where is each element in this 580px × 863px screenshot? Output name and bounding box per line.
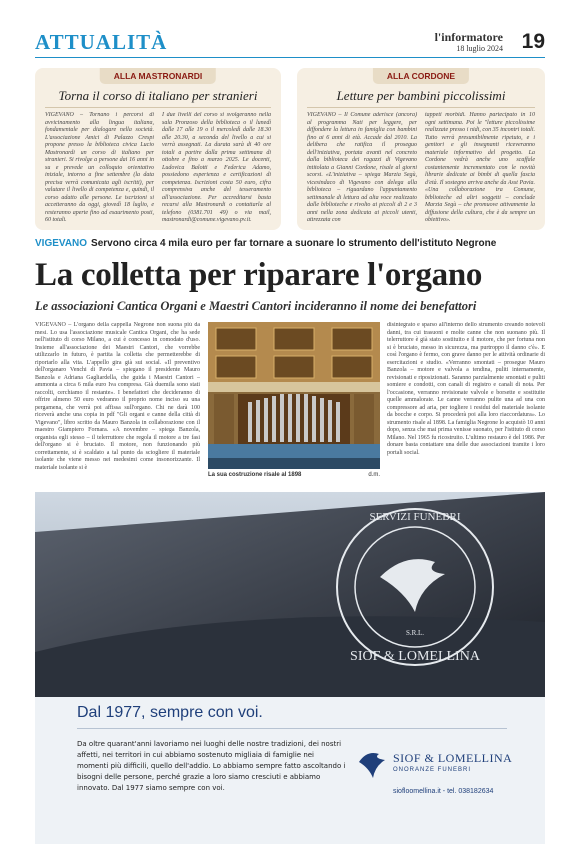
box-divider <box>45 107 271 108</box>
advertisement <box>35 492 545 844</box>
masthead <box>435 31 503 55</box>
ad-hearse-image <box>35 492 545 697</box>
emblem-text: SERVIZI FUNEBRI <box>369 511 461 523</box>
box-tag: ALLA CORDONE <box>373 68 469 84</box>
news-box-cordone <box>297 68 545 230</box>
kicker-place: VIGEVANO <box>35 238 88 249</box>
article-text-col1: VIGEVANO – L'organo della cappella Negrone non suona più da mesi. Lo usa l'associazione musicale Cantica Organi, che ha sede nell'istituto di corso Milano, a cui è concesso in comodato d'uso. Insieme all'associazione dei Maestri Cantori, che vorrebbe utilizzarlo in futuro, è partita la colletta che permetterebbe di riportarlo alla vita. L'appello gira già sui social. «Il preventivo dell'organaro Venchi di Pavia – spiegano il presidente Mauro Banzola e Adriana Gagliardella, che guida i Maestri Cantori – ammonta a circa 6 mila euro Iva compresa. Già duemila sono stati raccolti, cerchiamo il restante». I benefattori che decideranno di offrire almeno 50 euro vedranno il proprio nome inciso su una pergamena, che verrà poi affissa sull'organo. Chi ne darà 100 riceverà anche una copia in pdf "Gli organi e canne della città di Vigevano", libro scritto da Mauro Banzola in collaborazione con il maestro Giampiero Fornara. «A novembre – spiega Banzola, organista egli stesso – il telerruttore che regola il motore a tre fasi dell'organo si è bruciato. Il motore, non funzionando più correttamente, si è scaldato a tal punto da sciogliere il materiale isolante che viene messo nei medesimi come insonorizzante. Il materiale isolante si è <box>35 322 200 471</box>
organ-photo <box>208 322 380 469</box>
box-divider <box>307 107 535 108</box>
kicker-text: Servono circa 4 mila euro per far tornare a suonare lo strumento dell'istituto Negrone <box>91 238 497 249</box>
logo-subtitle: ONORANZE FUNEBRI <box>393 767 472 773</box>
ad-contact[interactable]: siofloomellina.it - tel. 038182634 <box>393 788 494 795</box>
photo-credit: d.m. <box>368 472 380 478</box>
ad-divider <box>77 728 507 729</box>
article-text-col2: disintegrato e sparso all'interno dello strumento creando notevoli danni, tra cui trasuoni e molte canne che non suonano più. Il telerruttore è già stato sostituito e il motore, che per fortuna non si è bruciato, messo in sicurezza, ma purtroppo il danno c'è». E così l'organo è fermo, con grave danno per le attività ordinarie di esercitazioni e studio. «Verranno smontati – prosegue Mauro Banzola – motore e valvola a tendina, puliti internamente, revisionati e riposizionati. Saranno parzialmente smontati e puliti somiere e condotti, con canali di registro e canali di nota. Per l'occasione, verranno revisionate valvole e borsette e sostituite quelle ammalorate. Le canne verranno pulite una ad una con compressore ad aria, per togliere i residui del materiale isolante da bocche e corpo. Si procederà poi alla loro riaccordatura». Lo strumento risale al 1898. La famiglia Negrone lo acquistò 10 anni dopo, senza che mai prima venisse suonato, per l'istituto di corso Milano. Nel 1965 fu ricostruito. L'ultimo restauro è del 1986. Per donare basta contattare una delle due associazioni tramite i loro portali social. <box>387 322 545 456</box>
page-number: 19 <box>521 30 545 53</box>
box-text-col1: VIGEVANO – Il Comune aderisce (ancora) al programma Nati per leggere, per diffondere la lettura in famiglia con bambini fino ai 6 anni di età. Accade dal 2010. La delibera che ratifica il proseguo dell'iniziativa, portata avanti nel concreto dalla biblioteca dei ragazzi di Vigevano intitolata a Gianni Cordone, risale al giorni scorsi. «L'iniziativa – spiega Marzia Segù, vicesindaco di Vigevano con delega alla biblioteca – riguardano l'appuntamento settimanale di lettura ad alta voce realizzato dalle biblioteche e rivolto ai piccoli di 2 e 3 anni nella zona dedicata ai piccoli utenti, attrezzata con <box>307 112 417 223</box>
emblem-srl: S.R.L. <box>405 629 425 637</box>
dove-icon <box>357 748 387 780</box>
issue-date: 18 luglio 2024 <box>456 44 503 53</box>
article-subheadline: Le associazioni Cantica Organi e Maestri Cantori incideranno il nome dei benefattori <box>35 299 477 313</box>
box-text-col2: tappeti morbidi. Hanno partecipato in 10 ogni settimana. Poi le "letture piccolissime realizzate presso i nidi, con 35 incontri totali. Tutto verrà presumibilmente ripetuto, e i genitori e gli insegnanti riceveranno materiale informativo del progetto. La Cordone vedrà anche uno scaffale costantemente incrementato con le novità librarie dedicate ai bimbi di quella fascia d'età. Il sostegno arriva anche da Asst Pavia. «Una collaborazione tra Comune, biblioteche ed altri soggetti – conclude Marzia Segù – che promuove attivamente la diffusione della cultura, che è da sempre un obiettivo». <box>425 112 535 223</box>
caption-text: La sua costruzione risale al 1898 <box>208 472 302 478</box>
ad-title: Dal 1977, sempre con voi. <box>77 704 263 721</box>
page-header <box>35 30 545 54</box>
logo-name: SIOF & LOMELLINA <box>393 751 513 765</box>
box-text-col1: VIGEVANO – Tornano i percorsi di avvicinamento alla lingua italiana, fondamentale per dialogare nella società. L'associazione Amici di Palazzo Crespi propone presso la biblioteca civica Lucio Mastronardi un corso di italiano per stranieri. Si rivolge a persone dai 16 anni in su e prevede un colloquio orientativo iniziale, intorno a fine settembre (la data precisa verrà comunicata agli iscritti), per valutare il livello di competenza e, quindi, il corso adatto alle persone. Le iscrizioni si accetteranno da oggi, giovedì 18 luglio, e resteranno aperte fino ad esaurimento posti, 60 totali. <box>45 112 154 223</box>
section-title: ATTUALITÀ <box>35 30 168 54</box>
article-headline: La colletta per riparare l'organo <box>35 257 483 293</box>
box-tag: ALLA MASTRONARDI <box>100 68 216 84</box>
ad-logo <box>357 748 517 784</box>
article-kicker <box>35 238 496 249</box>
header-divider <box>35 57 545 58</box>
ad-body: Da oltre quarant'anni lavoriamo nei luoghi delle nostre tradizioni, dei nostri affetti, nei territori in cui abbiamo sostenuto migliaia di famiglie nei momenti più difficili, quello dell'addio. Lo abbiamo sempre fatto ascoltando i bisogni delle persone, perché grazie a loro siamo cresciuti e abbiamo innovato. Dal 1977 siamo sempre con voi. <box>77 740 346 792</box>
box-title: Torna il corso di italiano per stranieri <box>58 88 258 103</box>
brand-name: l'informatore <box>434 30 503 44</box>
news-box-mastronardi <box>35 68 281 230</box>
emblem-name: SIOF & LOMELLINA <box>350 649 480 664</box>
photo-caption <box>208 472 380 478</box>
box-title: Letture per bambini piccolissimi <box>336 88 506 103</box>
box-text-col2: I due livelli del corso si svolgeranno nella sala Pronzoso della biblioteca o il lunedì dalle 17 alle 19 o il mercoledì dalle 18.30 alle 20.30, a seconda del livello a cui si verrà assegnati. La durata sarà di 40 ore totali a partire dalla prima settimana di ottobre e fino a marzo 2025. Le docenti, Ludovica Balotti e Federica Adamo, possiedono esperienza e certificazioni di competenza. Iscrizioni costa 50 euro, cifra comprensiva anche del tesseramento all'associazione. Per accreditarsi basta recarsi alla Mastronardi o contattarla al telefono (0381.701 49) o via mail, mastronardi@comune.vigevano.pv.it. <box>162 112 271 223</box>
